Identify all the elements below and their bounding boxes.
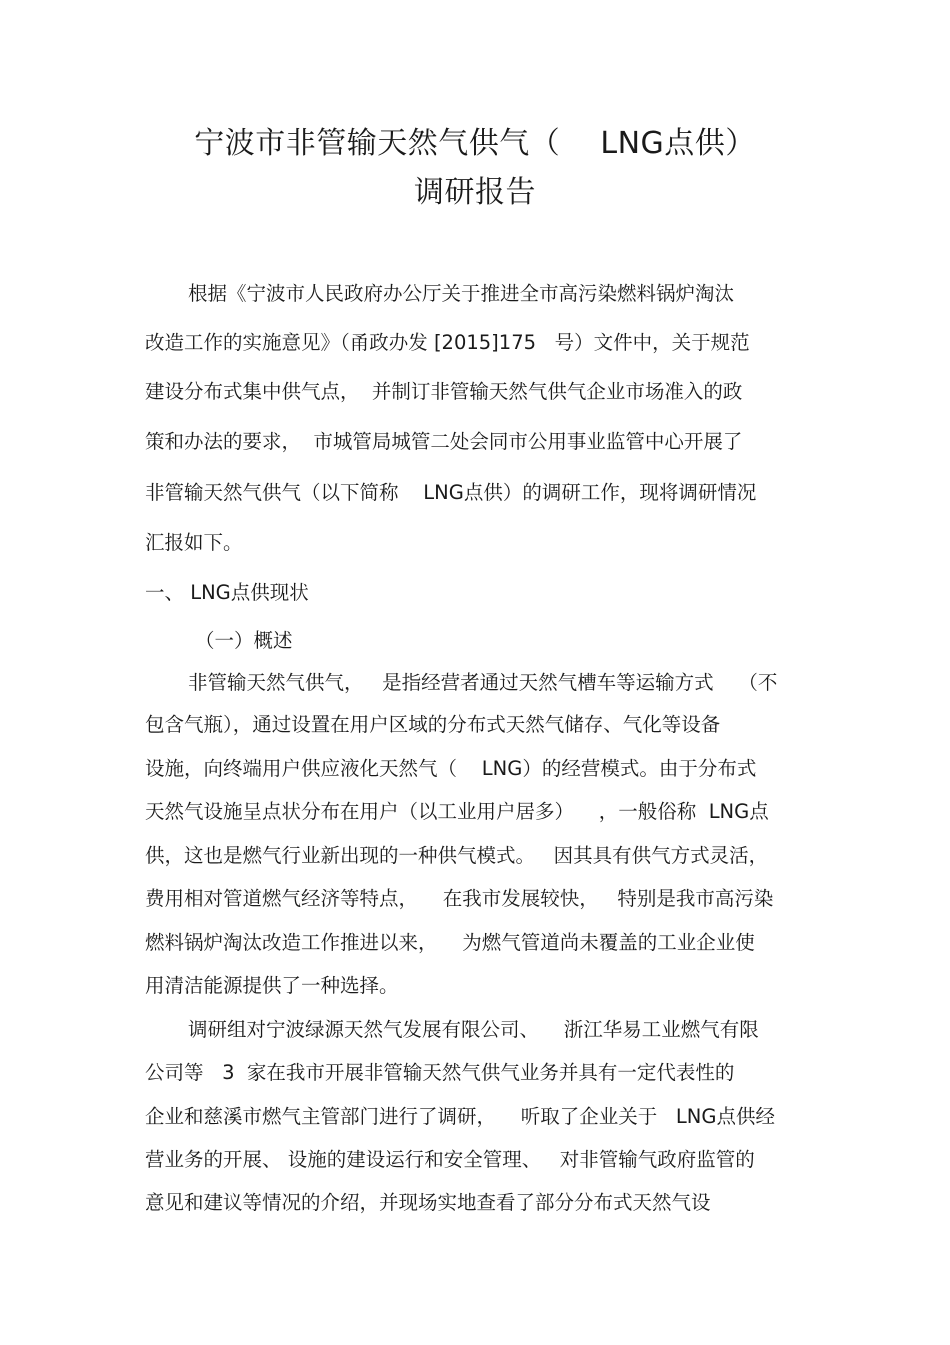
paragraph-line: 非管输天然气供气（以下简称 LNG点供）的调研工作，现将调研情况 [145, 481, 757, 504]
paragraph-line: 费用相对管道燃气经济等特点， 在我市发展较快， 特别是我市高污染 [145, 887, 774, 910]
paragraph-line: 天然气设施呈点状分布在用户（以工业用户居多） ，一般俗称 LNG点 [145, 800, 769, 823]
paragraph-line: 设施，向终端用户供应液化天然气（ LNG）的经营模式。由于分布式 [145, 757, 757, 780]
section-heading: 一、 LNG点供现状 [145, 581, 309, 604]
document-title-line-2: 调研报告 [414, 175, 536, 210]
subsection-heading: （一）概述 [195, 629, 293, 652]
paragraph-line: 汇报如下。 [145, 531, 243, 554]
paragraph-line: 建设分布式集中供气点， 并制订非管输天然气供气企业市场准入的政 [145, 380, 743, 403]
paragraph-line: 策和办法的要求， 市城管局城管二处会同市公用事业监管中心开展了 [145, 430, 743, 453]
paragraph-line: 企业和慈溪市燃气主管部门进行了调研， 听取了企业关于 LNG点供经 [145, 1105, 775, 1128]
paragraph-line: 非管输天然气供气， 是指经营者通过天然气槽车等运输方式 （不 [188, 671, 778, 694]
paragraph-line: 用清洁能源提供了一种选择。 [145, 974, 399, 997]
paragraph-line: 包含气瓶），通过设置在用户区域的分布式天然气储存、气化等设备 [145, 713, 721, 736]
paragraph-line: 燃料锅炉淘汰改造工作推进以来， 为燃气管道尚未覆盖的工业企业使 [145, 931, 755, 954]
paragraph-line: 意见和建议等情况的介绍，并现场实地查看了部分分布式天然气设 [145, 1191, 711, 1214]
paragraph-line: 公司等 3 家在我市开展非管输天然气供气业务并具有一定代表性的 [145, 1061, 735, 1084]
document-title-line-1: 宁波市非管输天然气供气（ LNG点供） [194, 126, 756, 161]
paragraph-line: 调研组对宁波绿源天然气发展有限公司、 浙江华易工业燃气有限 [188, 1018, 759, 1041]
paragraph-line: 根据《宁波市人民政府办公厅关于推进全市高污染燃料锅炉淘汰 [188, 282, 735, 305]
paragraph-line: 营业务的开展、 设施的建设运行和安全管理、 对非管输气政府监管的 [145, 1148, 755, 1171]
paragraph-line: 改造工作的实施意见》（甬政办发 [2015]175 号）文件中，关于规范 [145, 331, 750, 354]
paragraph-line: 供，这也是燃气行业新出现的一种供气模式。 因其具有供气方式灵活， [145, 844, 769, 867]
